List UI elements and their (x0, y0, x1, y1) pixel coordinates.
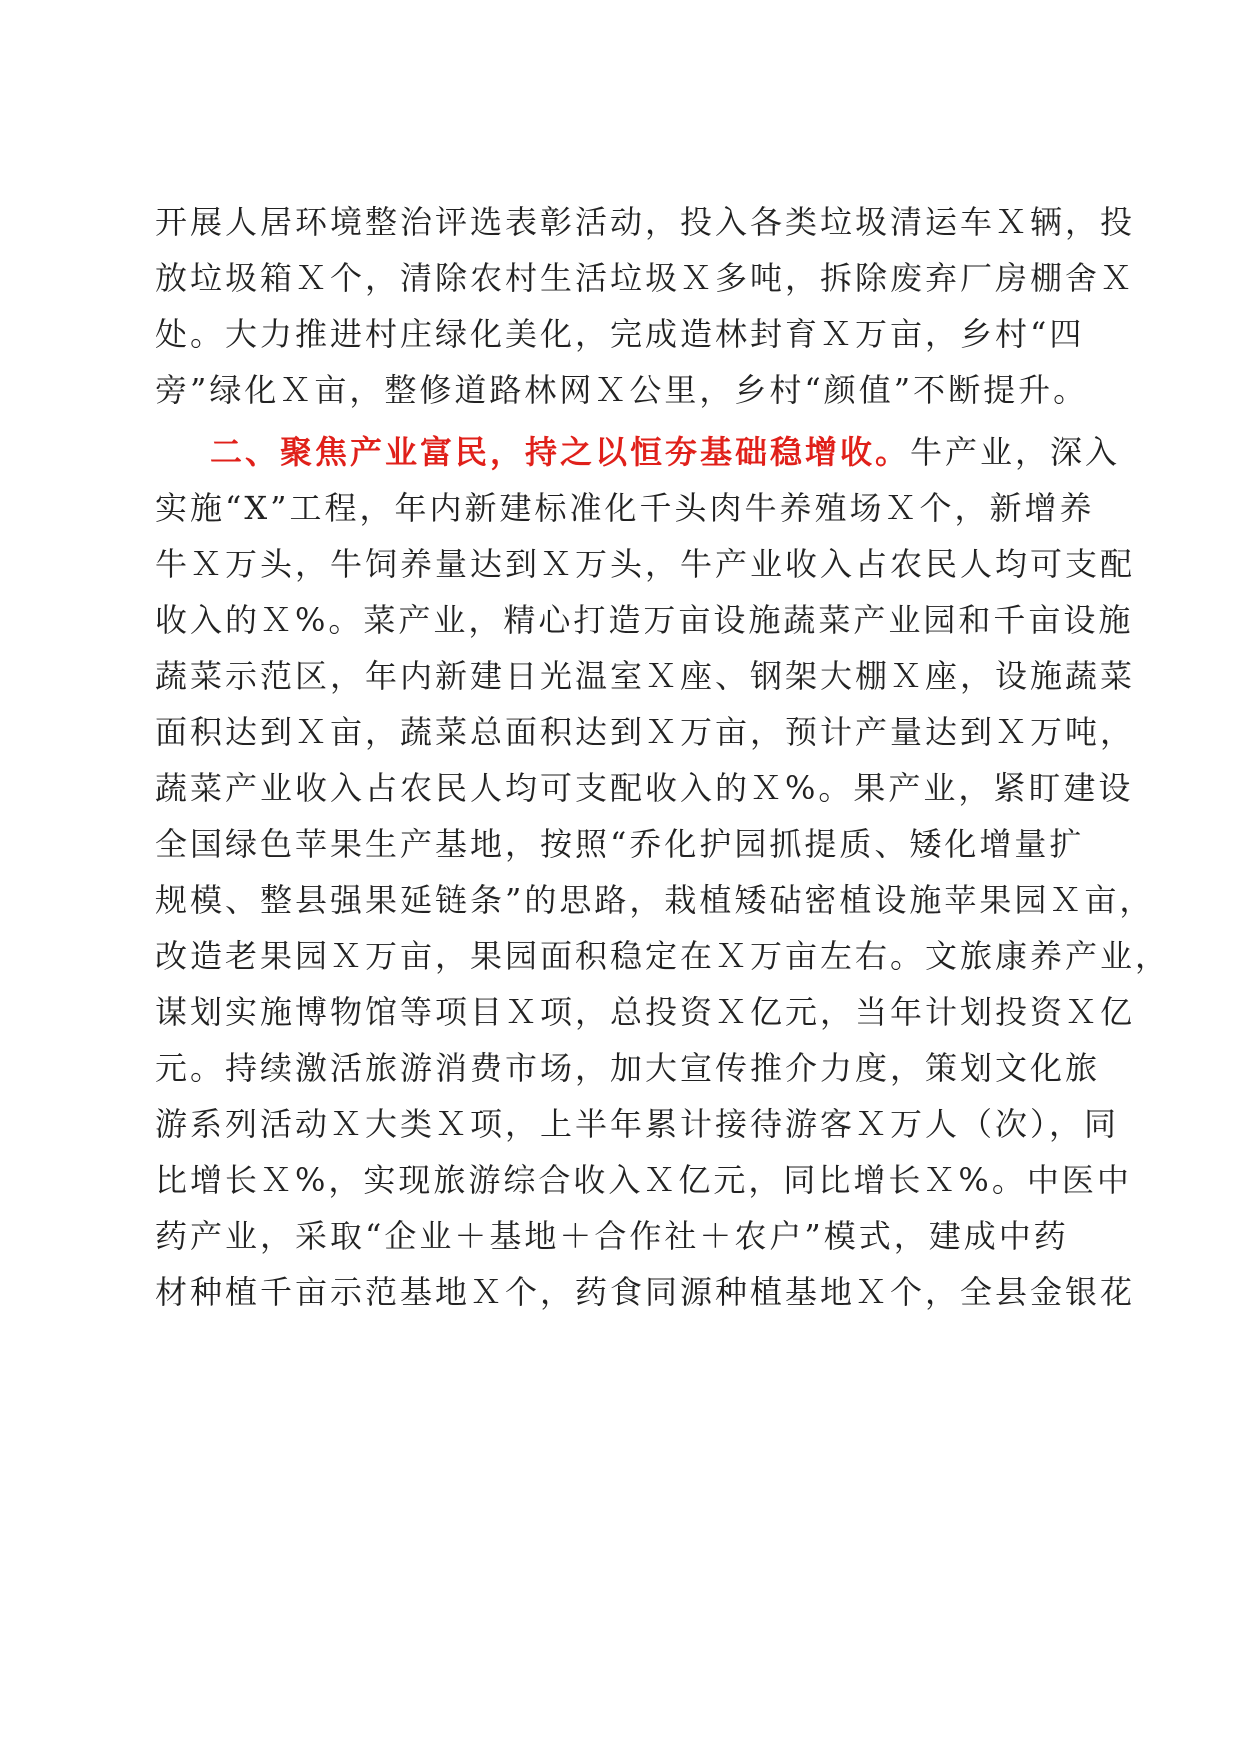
paragraph-text: 牛产业，深入 (910, 433, 1121, 471)
paragraph-line: 改造老果园Ｘ万亩，果园面积稳定在Ｘ万亩左右。文旅康养产业， (155, 937, 1171, 975)
paragraph-line: 处。大力推进村庄绿化美化，完成造林封育Ｘ万亩，乡村“四 (155, 315, 1085, 353)
paragraph-line: 规模、整县强果延链条”的思路，栽植矮砧密植设施苹果园Ｘ亩， (155, 881, 1155, 919)
paragraph-line: 元。持续激活旅游消费市场，加大宣传推介力度，策划文化旅 (155, 1049, 1101, 1087)
section-heading: 二、聚焦产业富民，持之以恒夯基础稳增收。 (210, 433, 911, 471)
paragraph-line: 全国绿色苹果生产基地，按照“乔化护园抓提质、矮化增量扩 (155, 825, 1085, 863)
paragraph-line: 材种植千亩示范基地Ｘ个，药食同源种植基地Ｘ个，全县金银花 (155, 1273, 1136, 1311)
paragraph-line: 游系列活动Ｘ大类Ｘ项，上半年累计接待游客Ｘ万人（次），同 (155, 1105, 1120, 1143)
paragraph-line: 比增长Ｘ%，实现旅游综合收入Ｘ亿元，同比增长Ｘ%。中医中 (155, 1161, 1132, 1199)
paragraph-line: 实施“X”工程，年内新建标准化千头肉牛养殖场Ｘ个，新增养 (155, 489, 1095, 527)
paragraph-line: 放垃圾箱Ｘ个，清除农村生活垃圾Ｘ多吨，拆除废弃厂房棚舍Ｘ (155, 259, 1136, 297)
paragraph-line: 蔬菜示范区，年内新建日光温室Ｘ座、钢架大棚Ｘ座，设施蔬菜 (155, 657, 1136, 695)
paragraph-line: 开展人居环境整治评选表彰活动，投入各类垃圾清运车Ｘ辆，投 (155, 203, 1136, 241)
paragraph-line: 牛Ｘ万头，牛饲养量达到Ｘ万头，牛产业收入占农民人均可支配 (155, 545, 1136, 583)
paragraph-line: 旁”绿化Ｘ亩，整修道路林网Ｘ公里，乡村“颜值”不断提升。 (155, 371, 1089, 409)
paragraph-line: 蔬菜产业收入占农民人均可支配收入的Ｘ%。果产业，紧盯建设 (155, 769, 1134, 807)
section-heading-line (210, 424, 1120, 480)
paragraph-line: 药产业，采取“企业＋基地＋合作社＋农户”模式，建成中药 (155, 1217, 1069, 1255)
paragraph-line: 面积达到Ｘ亩，蔬菜总面积达到Ｘ万亩，预计产量达到Ｘ万吨， (155, 713, 1136, 751)
paragraph-line: 谋划实施博物馆等项目Ｘ项，总投资Ｘ亿元，当年计划投资Ｘ亿 (155, 993, 1136, 1031)
paragraph-line: 收入的Ｘ%。菜产业，精心打造万亩设施蔬菜产业园和千亩设施 (155, 601, 1134, 639)
